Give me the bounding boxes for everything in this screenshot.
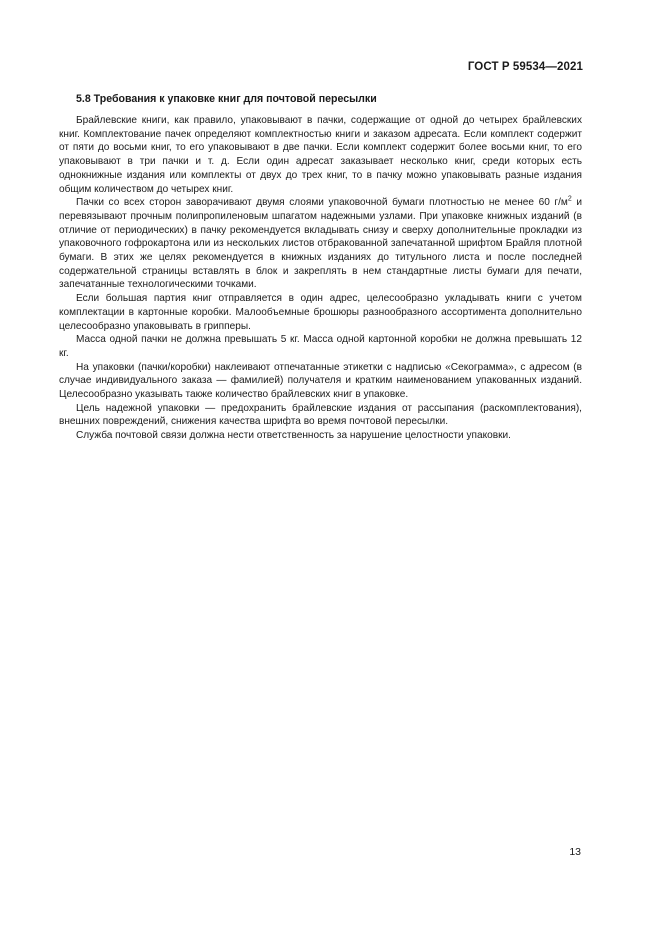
document-code: ГОСТ Р 59534—2021 [467, 61, 583, 73]
paragraph-labels: На упаковки (пачки/коробки) наклеивают отпечатанные этикетки с надписью «Секограмма», с адресом (в случае индивидуального заказа — фамилией) получателя и кратким наименованием упакованных изданий. Целесообразно указывать также количество брайлевских книг в упаковке. [59, 361, 582, 401]
paragraph-large-shipments: Если большая партия книг отправляется в один адрес, целесообразно укладывать книги с учетом комплектации в картонные коробки. Малообъемные брошюры разнообразного ассортимента дополнительно целесообразно упаковывать в грипперы. [59, 293, 582, 332]
paragraph-purpose: Цель надежной упаковки — предохранить брайлевские издания от рассыпания (раскомплектования), внешних повреждений, снижения качества шрифта во время почтовой пересылки. [59, 402, 582, 428]
page-number: 13 [569, 846, 581, 858]
document-body [59, 91, 582, 443]
paragraph-packing-bundles: Брайлевские книги, как правило, упаковывают в пачки, содержащие от одной до четырех брайлевских книг. Комплектование пачек определяют комплектностью книги и заказом адресата. Если комплект содержит от пяти до восьми книг, то его упаковывают в две пачки. Если комплект содержит более восьми книг, то его упаковывают в три пачки и т. д. Если один адресат заказывает несколько книг, среди которых есть однокнижные издания или комплекты от двух до трех книг, то в пачку можно упаковывать разные издания общим количеством до четырех книг. [59, 115, 582, 195]
superscript-unit: 2 [567, 195, 572, 203]
paragraph-wrapping-rest: и перевязывают прочным полипропиленовым шпагатом надежными узлами. При упаковке книжных изданий (в отличие от периодических) в пачку рекомендуется вкладывать снизу и сверху дополнительные прокладки из упаковочного гофрокартона или из нескольких листов отбракованной запечатанной шрифтом Брайля плотной бумаги. В этих же целях рекомендуется в книжных изданиях до титульного листа и после последней содержательной страницы вставлять в блок и закреплять в нем стандартные листы бумаги для печати, запечатанные технологическими точками. [59, 197, 582, 291]
paragraph-wrapping-start: Пачки со всех сторон заворачивают двумя слоями упаковочной бумаги плотностью не менее 60 г/м [76, 197, 568, 209]
section-title: 5.8 Требования к упаковке книг для почтовой пересылки [76, 93, 377, 105]
paragraph-wrapping [59, 196, 582, 292]
paragraph-mass-limits: Масса одной пачки не должна превышать 5 кг. Масса одной картонной коробки не должна превышать 12 кг. [59, 334, 582, 359]
paragraph-postal-responsibility: Служба почтовой связи должна нести ответственность за нарушение целостности упаковки. [76, 430, 511, 442]
